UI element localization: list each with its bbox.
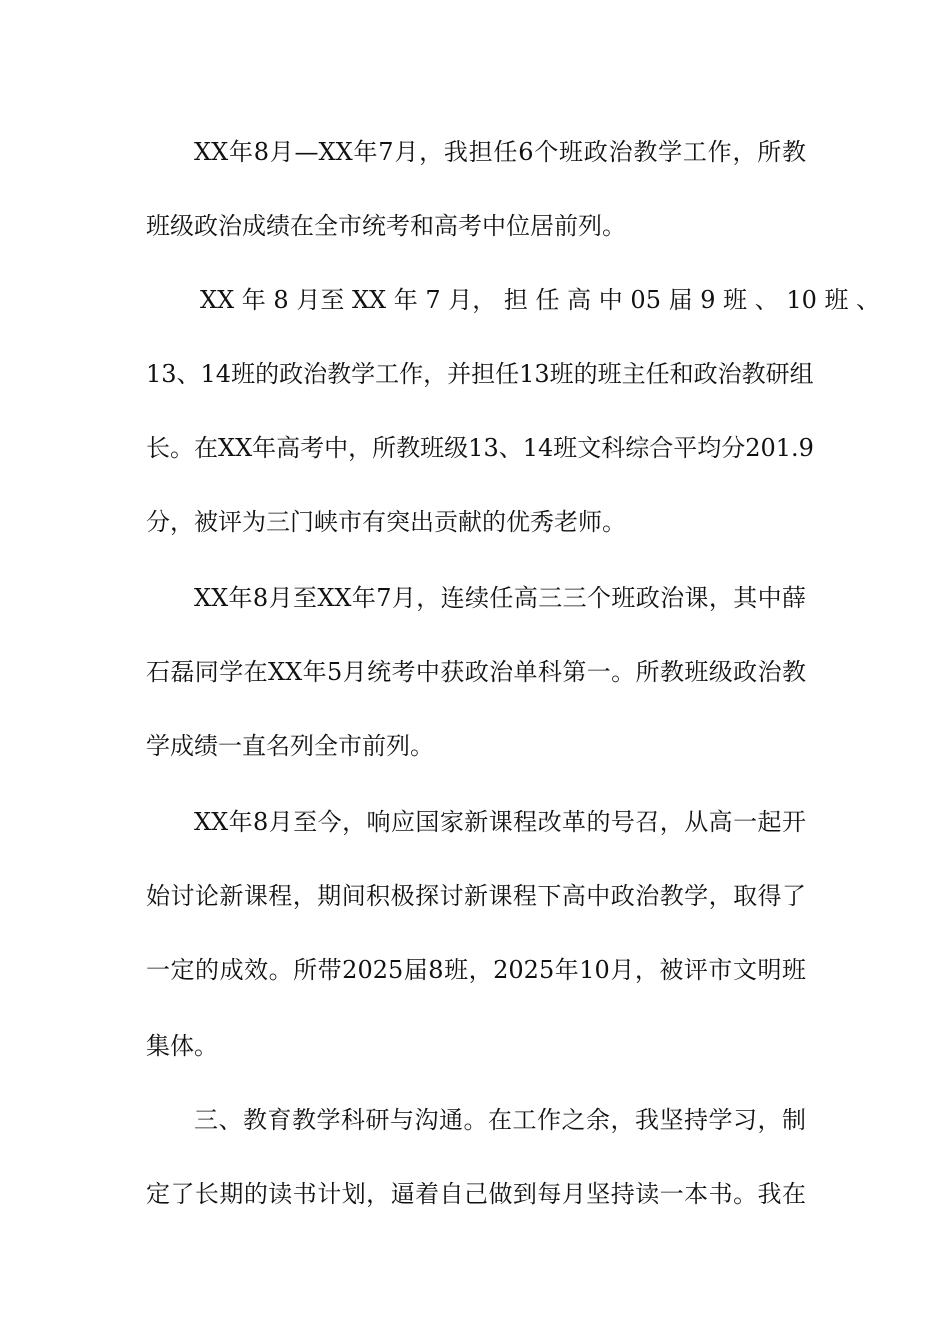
paragraph-4-line-1: XX年8月至今，响应国家新课程改革的号召，从高一起开 (194, 808, 806, 836)
paragraph-1-line-2: 班级政治成绩在全市统考和高考中位居前列。 (146, 212, 626, 240)
paragraph-3-line-1: XX年8月至XX年7月，连续任高三三个班政治课，其中薛 (194, 584, 806, 612)
paragraph-4-line-4: 集体。 (146, 1032, 218, 1060)
paragraph-5-line-1: 三、教育教学科研与沟通。在工作之余，我坚持学习，制 (194, 1106, 806, 1134)
paragraph-2-line-1: XX 年 8 月至 XX 年 7 月， 担 任 高 中 05 届 9 班 、 10 班 、 (200, 286, 881, 314)
paragraph-2-line-3: 长。在XX年高考中，所教班级13、14班文科综合平均分201.9 (146, 434, 814, 462)
paragraph-4-line-2: 始讨论新课程，期间积极探讨新课程下高中政治教学，取得了 (146, 882, 806, 910)
paragraph-2-line-2: 13、14班的政治教学工作，并担任13班的班主任和政治教研组 (146, 360, 814, 388)
paragraph-3-line-2: 石磊同学在XX年5月统考中获政治单科第一。所教班级政治教 (146, 658, 806, 686)
paragraph-5-line-2: 定了长期的读书计划，逼着自己做到每月坚持读一本书。我在 (146, 1180, 806, 1208)
paragraph-1-line-1: XX年8月—XX年7月，我担任6个班政治教学工作，所教 (194, 138, 806, 166)
paragraph-2-line-4: 分，被评为三门峡市有突出贡献的优秀老师。 (146, 508, 626, 536)
paragraph-4-line-3: 一定的成效。所带2025届8班，2025年10月，被评市文明班 (146, 956, 806, 984)
paragraph-3-line-3: 学成绩一直名列全市前列。 (146, 732, 434, 760)
